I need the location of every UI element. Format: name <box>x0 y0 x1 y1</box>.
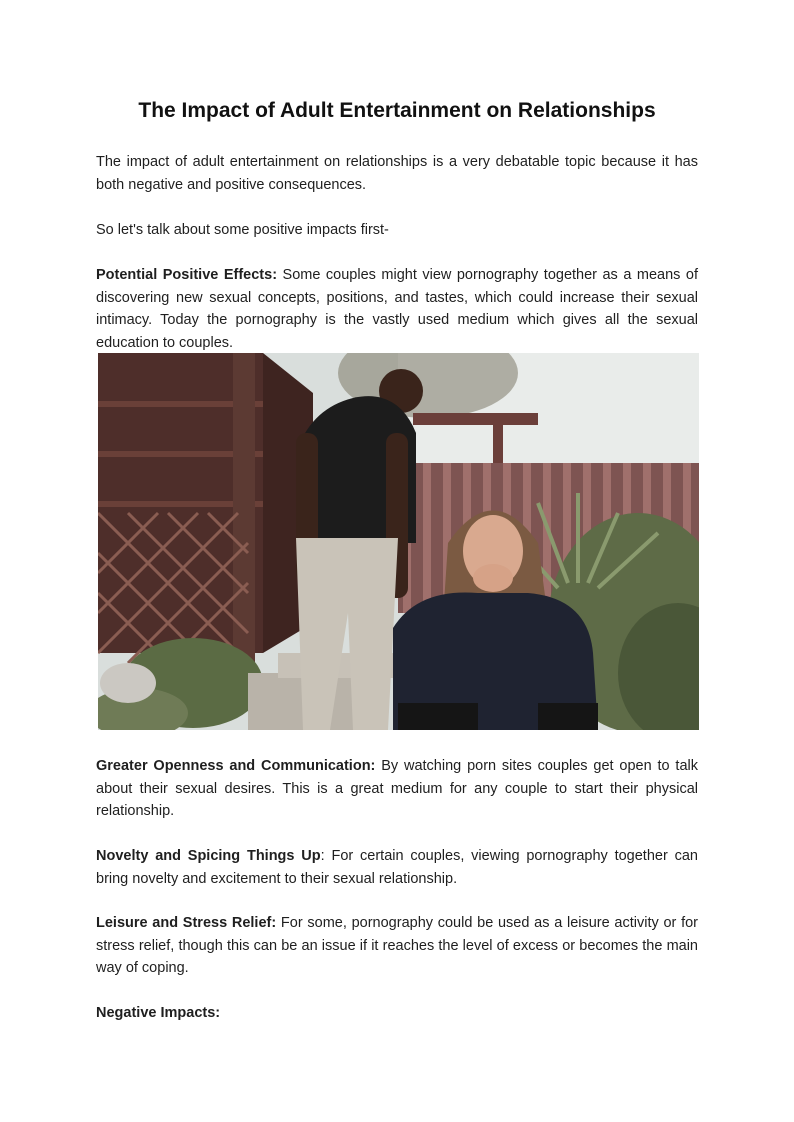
section-heading: Leisure and Stress Relief: <box>96 915 277 931</box>
page-title: The Impact of Adult Entertainment on Relationships <box>138 99 656 122</box>
section-heading: Novelty and Spicing Things Up <box>96 848 321 864</box>
section-heading: Negative Impacts: <box>96 1005 221 1021</box>
section-leisure-stress-relief <box>96 912 698 980</box>
section-heading: Potential Positive Effects: <box>96 267 278 283</box>
couple-photo <box>98 353 699 730</box>
section-positive-effects <box>96 264 698 354</box>
intro-paragraph: The impact of adult entertainment on relationships is a very debatable topic because it has both negative and positive consequences. <box>96 154 698 193</box>
lead-in-paragraph: So let's talk about some positive impacts first- <box>96 222 389 238</box>
section-body: : For certain couples, viewing pornography together can bring novelty and excitement to their sexual relationship. <box>96 848 698 887</box>
section-negative-impacts <box>96 1002 698 1025</box>
section-body: For some, pornography could be used as a leisure activity or for stress relief, though this can be an issue if it reaches the level of excess or becomes the main way of coping. <box>96 915 698 976</box>
section-heading: Greater Openness and Communication: <box>96 758 376 774</box>
section-novelty <box>96 845 698 890</box>
section-body: Some couples might view pornography together as a means of discovering new sexual concepts, positions, and tastes, which could increase their sexual intimacy. Today the pornography is the vastly used medium which gives all the sexual education to couples. <box>96 267 698 351</box>
section-openness-communication <box>96 755 698 823</box>
section-body: By watching porn sites couples get open to talk about their sexual desires. This is a great medium for any couple to start their physical relationship. <box>96 758 698 819</box>
